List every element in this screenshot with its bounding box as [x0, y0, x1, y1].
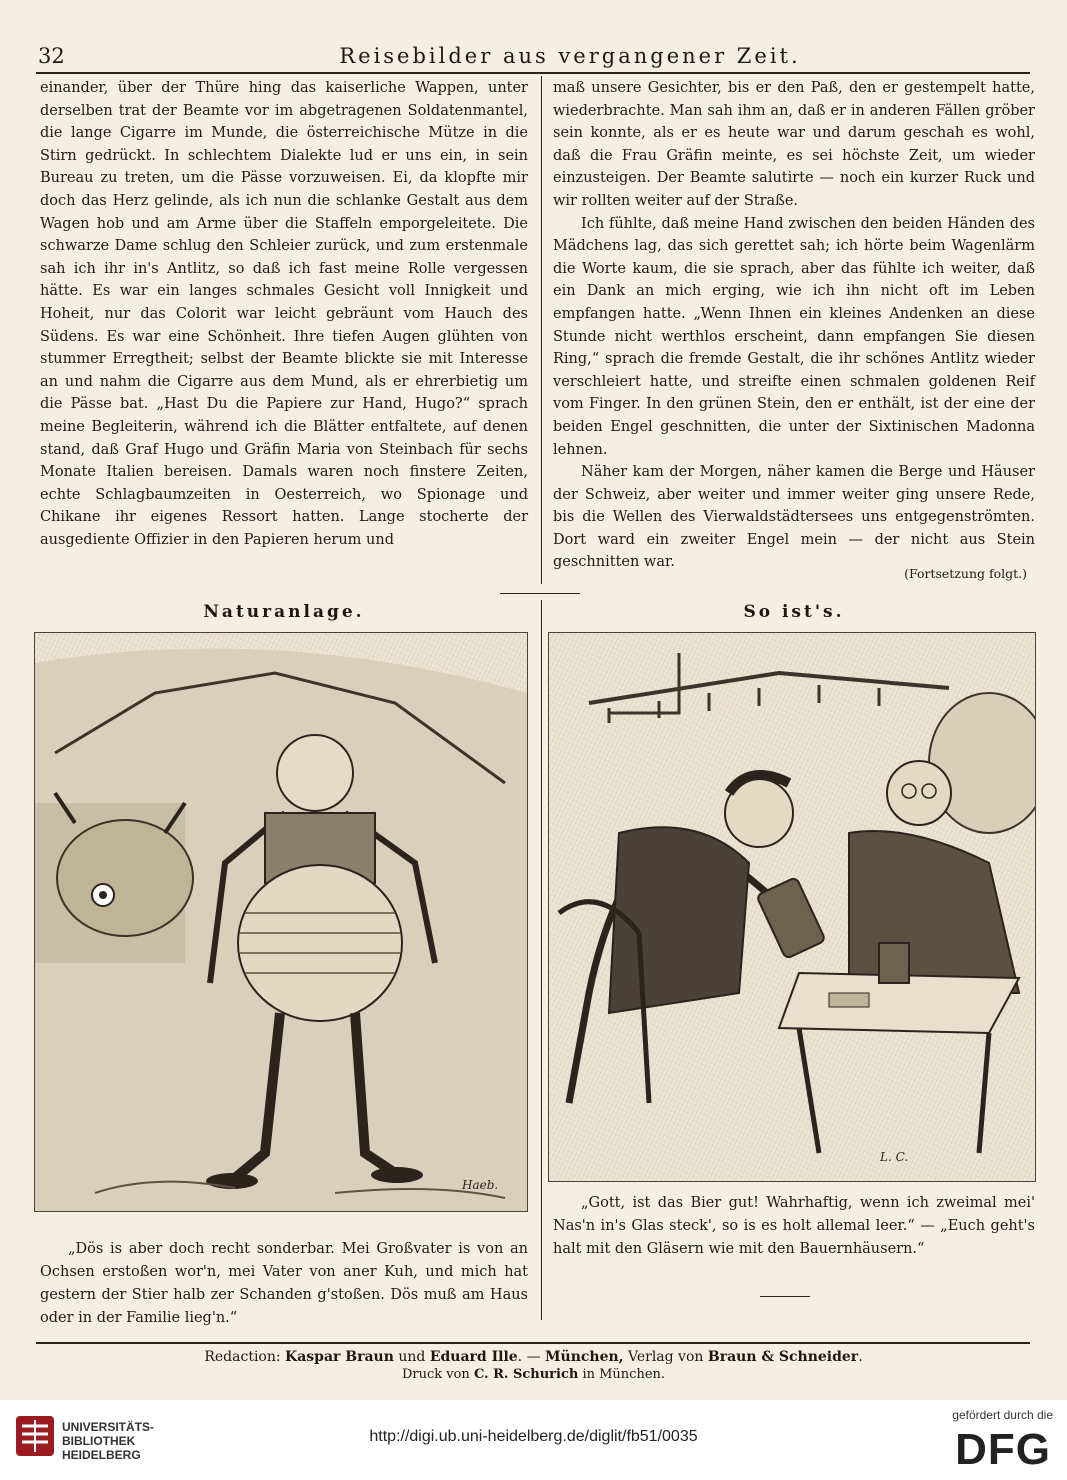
cartoon-title: So ist's. [743, 602, 845, 622]
header-rule [36, 72, 1030, 74]
library-name-line: BIBLIOTHEK [62, 1434, 136, 1448]
funding-note: gefördert durch die [952, 1408, 1053, 1422]
library-name-line: UNIVERSITÄTS- [62, 1420, 155, 1434]
imprint-redaction [0, 1349, 1067, 1365]
story-left-column [40, 77, 528, 551]
story-paragraph: einander, über der Thüre hing das kaiserliche Wappen, unter derselben trat der Beamte vor im abgetragenen Soldatenmantel, die lange Cigarre im Munde, die österreichische Mütze in die Stirn gedrückt. In schlechtem Dialekte lud er uns ein, in sein Bureau zu treten, um die Pässe vorzuweisen. Ei, da klopfte mir doch das Herz gelinde, als ich nun die schlanke Gestalt aus dem Wagen hob und am Arme über die Staffeln emporgeleitete. Die schwarze Dame schlug den Schleier zurück, und zum erstenmale sah ich ihr in's Antlitz, so daß ich fast meine Rolle vergessen hätte. Es war ein langes schmales Gesicht voll Innigkeit und Hoheit, nur das Colorit war leicht gebräunt vom Hauch des Südens. Es war eine Schönheit. Ihre tiefen Augen glühten von stummer Erregtheit; selbst der Beamte blickte sie mit Interesse an und nahm die Cigarre aus dem Mund, als er ehrerbietig um die Pässe bat. „Hast Du die Papiere zur Hand, Hugo?“ sprach meine Begleiterin, während ich die Blätter entfaltete, auf denen stand, daß Graf Hugo und Gräfin Maria von Steinbach für sechs Monate Italien bereisen. Damals waren noch finstere Zeiten, echte Schlagbaumzeiten in Oesterreich, wo Spionage und Chikane ihr eigenes Ressort hatten. Lange stocherte der ausgediente Offizier in den Papieren herum und [40, 80, 528, 548]
cartoon-caption [553, 1192, 1035, 1261]
imprint-text: Verlag von [623, 1349, 708, 1365]
imprint-text: Druck von [401, 1367, 474, 1382]
cartoon-drawing [549, 633, 1035, 1181]
story-paragraph: Ich fühlte, daß meine Hand zwischen den beiden Händen des Mädchens lag, das sich gerettet sah; ich hörte beim Wagenlärm die Worte kaum, die sie sprach, aber das fühlte ich weiter, daß ein Dank an mich erging, wie ich ihn nicht oft im Leben empfangen hatte. „Wenn Ihnen ein kleines Andenken an diese Stunde nicht werthlos erscheint, dann empfangen Sie diesen Ring,“ sprach die fremde Gestalt, die ihr schönes Antlitz wieder verschleiert hatte, und streifte einen schmalen goldenen Reif vom Finger. In den grünen Stein, den er enthält, ist der eine der beiden Engel geschnitten, die unter der Sixtinischen Madonna lehnen. [553, 215, 1035, 458]
dfg-logo: DFG [955, 1425, 1051, 1474]
library-name-line: HEIDELBERG [62, 1448, 141, 1462]
section-rule [500, 593, 580, 594]
cartoon-title: Naturanlage. [203, 602, 365, 622]
cartoon-illustration [34, 632, 528, 1212]
cartoon-divider [541, 600, 542, 1320]
continuation-note: (Fortsetzung folgt.) [904, 566, 1027, 581]
viewer-footer [0, 1400, 1067, 1480]
cartoon-drawing [35, 633, 527, 1211]
artist-signature: L. C. [880, 1150, 909, 1164]
page-number: 32 [38, 44, 65, 68]
story-right-column [553, 77, 1035, 574]
story-paragraph: maß unsere Gesichter, bis er den Paß, den er gestempelt hatte, wiederbrachte. Man sah ihm an, daß er in anderen Fällen gröber sein konnte, als er es heute war und darum geschah es wohl, daß die Frau Gräfin meinte, es sei höchste Zeit, um wieder einzusteigen. Der Beamte salutirte — noch ein kurzer Ruck und wir rollten weiter auf der Straße. [553, 80, 1035, 209]
imprint-rule [36, 1342, 1030, 1344]
imprint-editor: Kaspar Braun [285, 1349, 394, 1365]
cartoon-caption [40, 1238, 528, 1330]
caption-text: „Dös is aber doch recht sonderbar. Mei Großvater is von an Ochsen erstoßen wor'n, mei Vater von aner Kuh, und mich hat gestern der Stier halb zer Schanden g'stoßen. Dös muß am Haus oder in der Familie lieg'n.“ [40, 1241, 528, 1326]
imprint-printer [0, 1367, 1067, 1382]
imprint-city: München, [545, 1349, 624, 1365]
imprint-text: . — [517, 1349, 546, 1365]
running-title: Reisebilder aus vergangener Zeit. [339, 44, 801, 68]
imprint-text: . [858, 1349, 863, 1365]
imprint-publisher: Braun & Schneider [707, 1349, 859, 1365]
story-paragraph: Näher kam der Morgen, näher kamen die Berge und Häuser der Schweiz, aber weiter und immer weiter ging unsere Rede, bis die Wellen des Vierwaldstädtersees uns entgegenströmten. Dort ward ein zweiter Engel mein — der nicht aus Stein geschnitten war. [553, 464, 1035, 571]
column-divider [541, 76, 542, 584]
imprint-text: Redaction: [204, 1349, 286, 1365]
cartoon-illustration [548, 632, 1036, 1182]
imprint-text: in München. [578, 1367, 666, 1382]
caption-rule [760, 1296, 810, 1297]
imprint-printer-name: C. R. Schurich [473, 1367, 579, 1382]
imprint-editor: Eduard Ille [429, 1349, 518, 1365]
artist-signature: Haeb. [462, 1178, 499, 1192]
imprint-text: und [393, 1349, 430, 1365]
caption-text: „Gott, ist das Bier gut! Wahrhaftig, wenn ich zweimal mei' Nas'n in's Glas steck', so is es holt allemal leer.“ — „Euch geht's halt mit den Gläsern wie mit den Bauernhäusern.“ [553, 1195, 1035, 1257]
permalink-url[interactable]: http://digi.ub.uni-heidelberg.de/diglit/fb51/0035 [369, 1428, 698, 1445]
